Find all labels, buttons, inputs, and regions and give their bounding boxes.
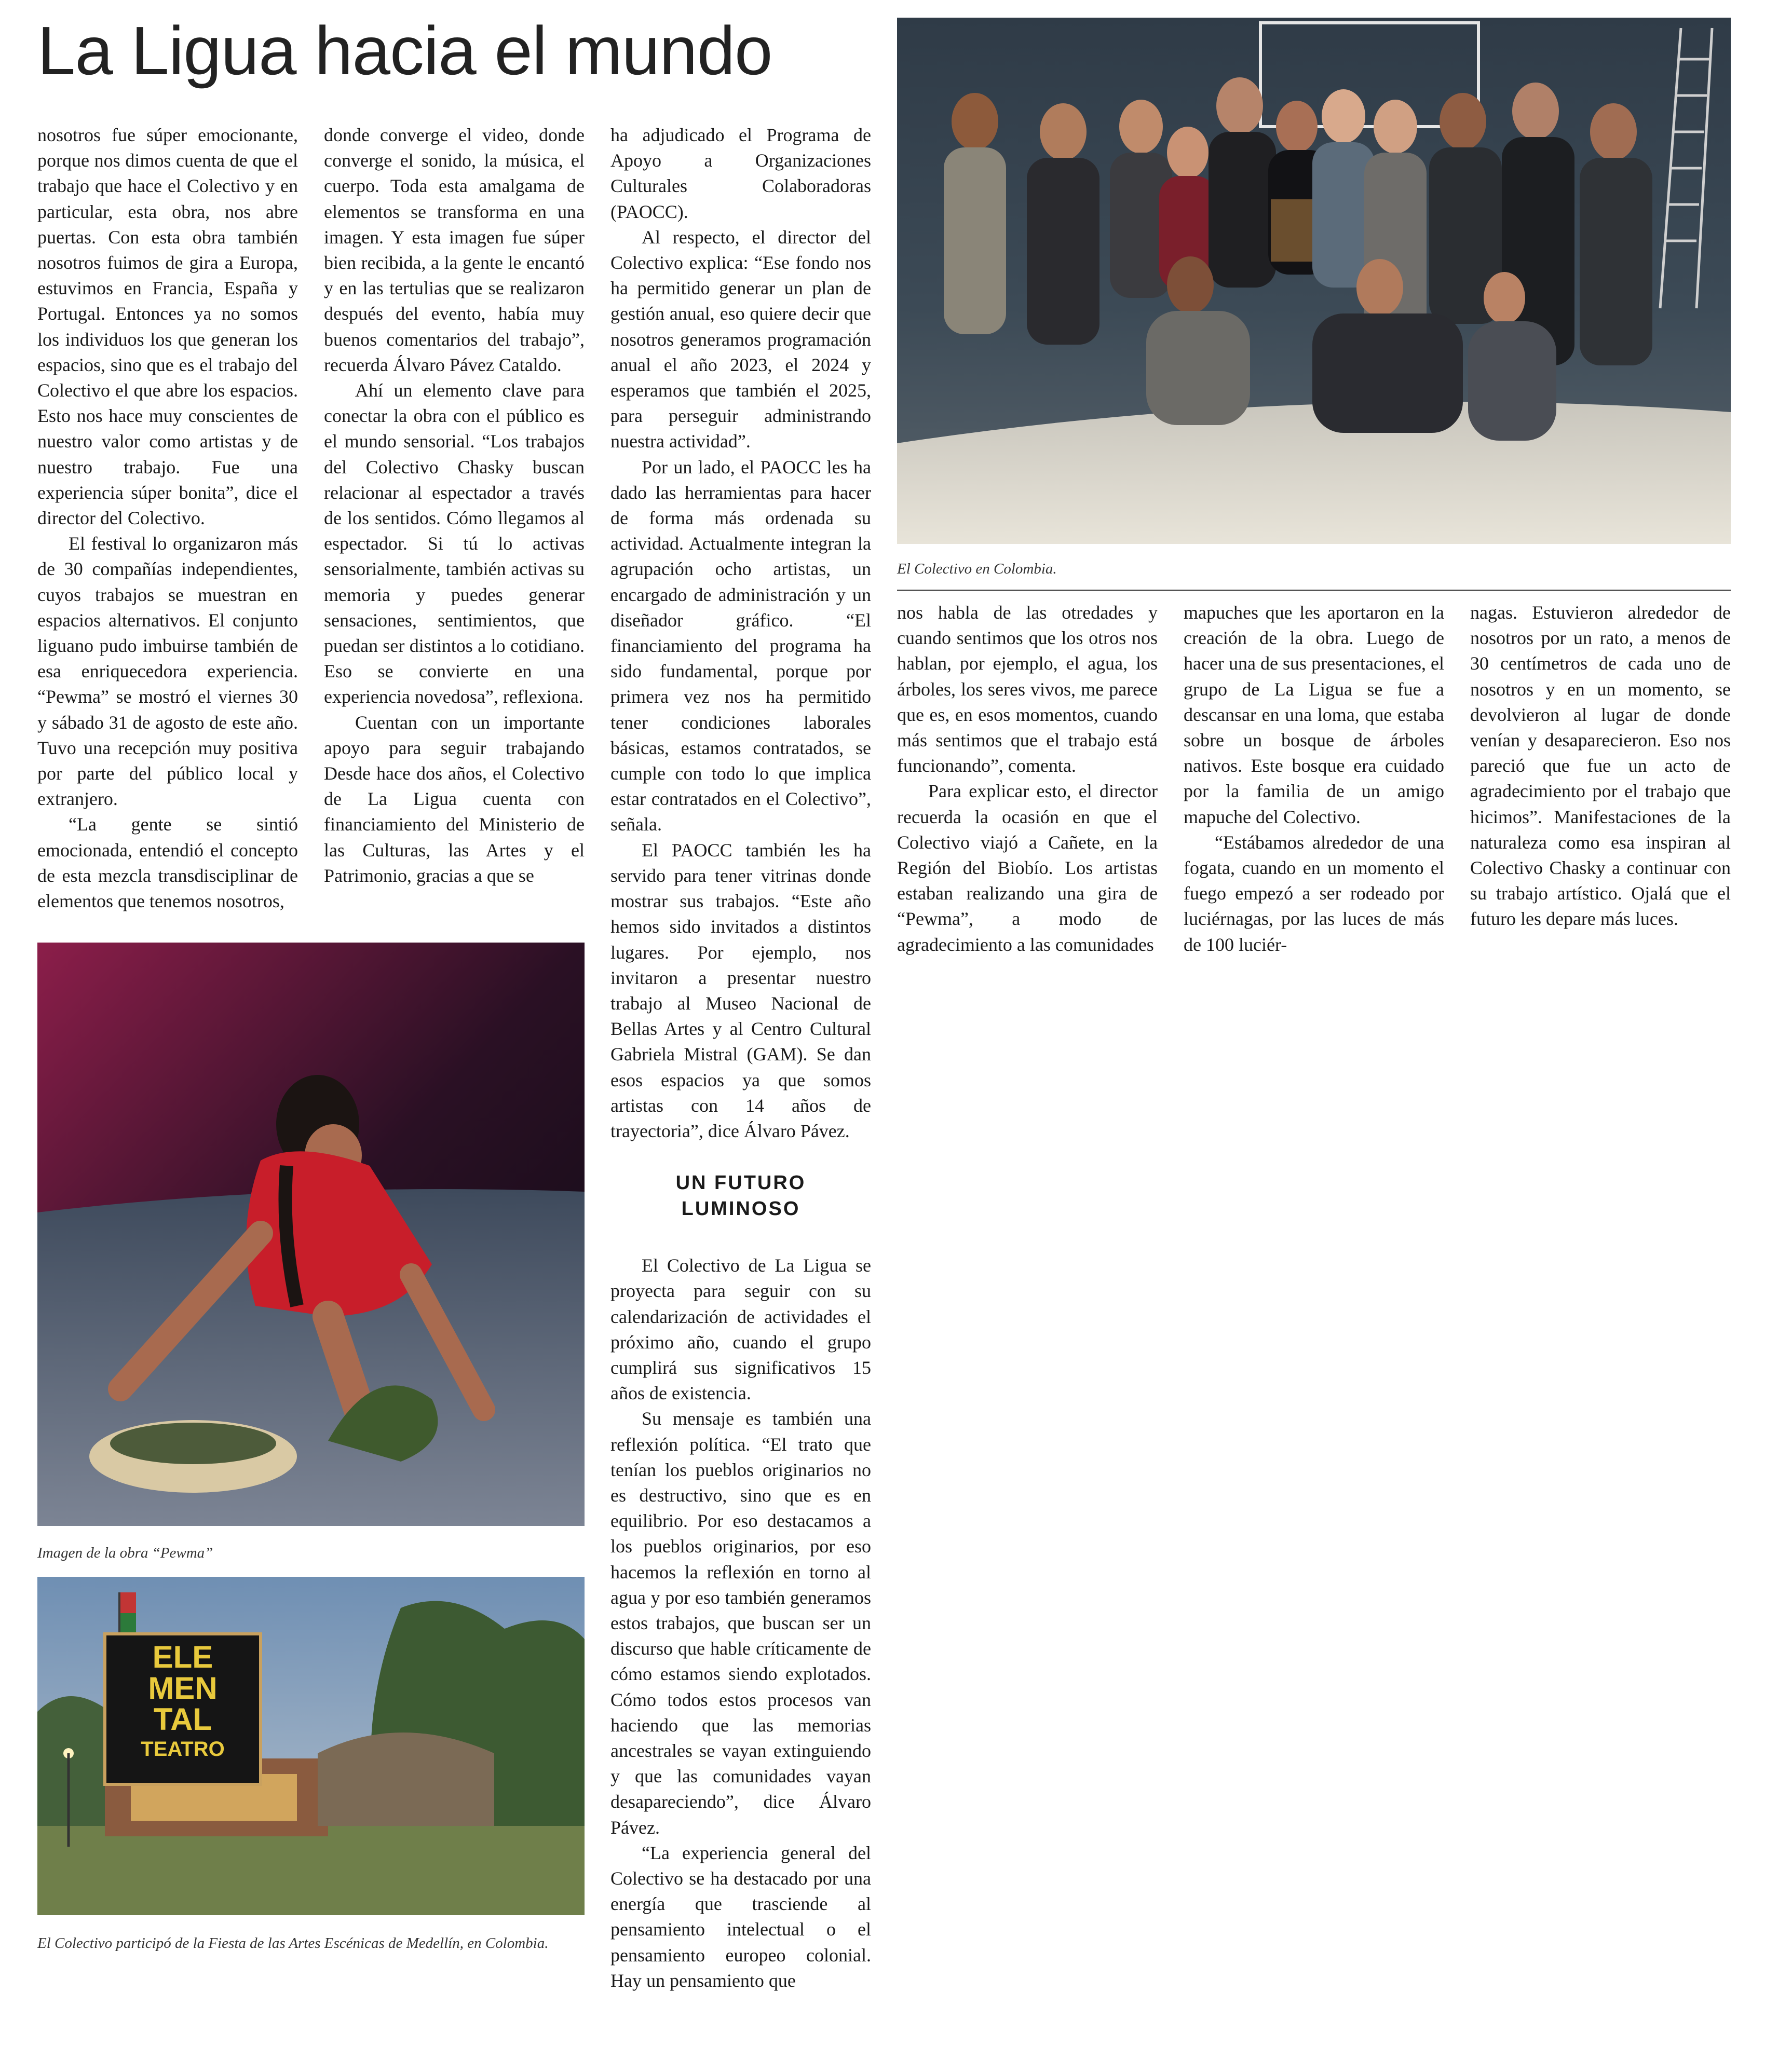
subhead-line-1: UN FUTURO <box>675 1172 806 1194</box>
paragraph: mapuches que les aportaron en la creación de la obra. Luego de hacer una de sus presentaciones, el grupo de La Ligua se fue a descansar en una loma, que estaba sobre un bosque de árboles nativos. Este bosque era cuidado por la familia de un amigo mapuche del Colectivo. <box>1184 602 1444 827</box>
pewma-photo <box>37 943 585 1526</box>
group-photo-caption: El Colectivo en Colombia. <box>897 561 1057 577</box>
venue-sign-line-1: ELE <box>152 1640 213 1674</box>
paragraph: “La experiencia general del Colectivo se ha destacado por una energía que trasciende al pensamiento intelectual o el pensamiento europeo colonial. Hay un pensamiento que <box>610 1842 871 1991</box>
article-column-3 <box>610 122 871 1994</box>
paragraph: Cuentan con un importante apoyo para seguir trabajando Desde hace dos años, el Colectivo de La Ligua cuenta con financiamiento del Ministerio de las Culturas, las Artes y el Patrimonio, gracias a que se <box>324 712 585 886</box>
venue-photo-caption: El Colectivo participó de la Fiesta de las Artes Escénicas de Medellín, en Colombia. <box>37 1935 549 1952</box>
article-column-5 <box>1184 600 1444 958</box>
venue-sign-line-2: MEN <box>148 1671 218 1706</box>
paragraph: El PAOCC también les ha servido para tener vitrinas donde mostrar sus trabajos. “Este año hemos sido invitados a distintos lugares. Por ejemplo, nos invitaron a presentar nuestro trabajo al Museo Nacional de Bellas Artes y al Centro Cultural Gabriela Mistral (GAM). Se dan esos espacios ya que somos artistas con 14 años de trayectoria”, dice Álvaro Pávez. <box>610 839 871 1141</box>
caption-divider <box>897 590 1731 591</box>
paragraph: Al respecto, el director del Colectivo explica: “Ese fondo nos ha permitido generar un plan de gestión anual, eso quiere decir que nosotros generamos programación anual el año 2023, el 2024 y esperamos que también el 2025, para perseguir administrando nuestra actividad”. <box>610 226 871 452</box>
paragraph: El Colectivo de La Ligua se proyecta para seguir con su calendarización de actividades el próximo año, cuando el grupo cumplirá sus significativos 15 años de existencia. <box>610 1255 871 1404</box>
subhead-line-2: LUMINOSO <box>681 1198 800 1220</box>
article-column-2 <box>324 122 585 889</box>
headline: La Ligua hacia el mundo <box>37 12 772 89</box>
paragraph: El festival lo organizaron más de 30 compañías independientes, cuyos trabajos se muestran en espacios alternativos. El conjunto liguano pudo imbuirse también de esa enriquecedora experiencia. “Pewma” se mostró el viernes 30 y sábado 31 de agosto de este año. Tuvo una recepción muy positiva por parte del público local y extranjero. <box>37 533 298 810</box>
paragraph: Su mensaje es también una reflexión política. “El trato que tenían los pueblos originarios no es destructivo, sino que es en equilibrio. Por eso destacamos a los pueblos originarios, por eso hacemos la reflexión en torno al agua y por eso también generamos estos trabajos, que buscan ser un discurso que hable críticamente de cómo estamos siendo explotados. Cómo todos estos procesos van haciendo que las memorias ancestrales se vayan extinguiendo y que las comunidades vayan desapareciendo”, dice Álvaro Pávez. <box>610 1408 871 1838</box>
paragraph: nosotros fue súper emocionante, porque nos dimos cuenta de que el trabajo que hace el Colectivo y en particular, esta obra, nos abre puertas. Con esta obra también nosotros fuimos de gira a Europa, estuvimos en Francia, España y Portugal. Entonces ya no somos los individuos los que generan los espacios, sino que es el trabajo del Colectivo el que abre los espacios. Esto nos hace muy conscientes de nuestro valor como artistas y de nuestro trabajo. Fue una experiencia súper bonita”, dice el director del Colectivo. <box>37 125 298 529</box>
venue-photo <box>37 1577 585 1915</box>
paragraph: Por un lado, el PAOCC les ha dado las herramientas para hacer de forma más ordenada su actividad. Actualmente integran la agrupación ocho artistas, un encargado de administración y un diseñador gráfico. “El financiamiento del programa ha sido fundamental, porque por primera vez nos ha permitido tener condiciones laborales básicas, estamos contratados, se cumple con todo lo que implica estar contratados en el Colectivo”, señala. <box>610 456 871 835</box>
group-photo <box>897 18 1731 544</box>
paragraph: ha adjudicado el Programa de Apoyo a Organizaciones Culturales Colaboradoras (PAOCC). <box>610 125 871 222</box>
paragraph: “La gente se sintió emocionada, entendió el concepto de esta mezcla transdisciplinar de elementos que tenemos nosotros, <box>37 814 298 912</box>
article-column-4 <box>897 600 1158 958</box>
venue-sign-line-4: TEATRO <box>141 1738 225 1761</box>
paragraph: donde converge el video, donde converge el sonido, la música, el cuerpo. Toda esta amalgama de elementos se transforma en una imagen. Y esta imagen fue súper bien recibida, a la gente le encantó y en las tertulias que se realizaron después del evento, había muy buenos comentarios del trabajo”, recuerda Álvaro Pávez Cataldo. <box>324 125 585 375</box>
section-subhead <box>610 1170 871 1222</box>
paragraph: nagas. Estuvieron alrededor de nosotros por un rato, a menos de 30 centímetros de cada uno de nosotros y en un momento, se devolvieron al lugar de donde venían y desaparecieron. Eso nos pareció que fue un acto de agradecimiento por el trabajo que hicimos”. Manifestaciones de la naturaleza como esa inspiran al Colectivo Chasky a continuar con su trabajo artístico. Ojalá que el futuro les depare más luces. <box>1470 602 1731 930</box>
article-column-1 <box>37 122 298 914</box>
paragraph: nos habla de las otredades y cuando sentimos que los otros nos hablan, por ejemplo, el agua, los árboles, los seres vivos, me parece que es, en esos momentos, cuando más sentimos que el trabajo está funcionando”, comenta. <box>897 602 1158 776</box>
article-column-6 <box>1470 600 1731 932</box>
pewma-photo-caption: Imagen de la obra “Pewma” <box>37 1545 213 1561</box>
venue-sign-line-3: TAL <box>153 1702 212 1737</box>
paragraph: Para explicar esto, el director recuerda la ocasión en que el Colectivo viajó a Cañete, en la Región del Biobío. Los artistas estaban realizando una gira de “Pewma”, a modo de agradecimiento a las comunidades <box>897 781 1158 955</box>
paragraph: “Estábamos alrededor de una fogata, cuando en un momento el fuego empezó a ser rodeado por luciérnagas, por las luces de más de 100 luciér- <box>1184 831 1444 955</box>
paragraph: Ahí un elemento clave para conectar la obra con el público es el mundo sensorial. “Los trabajos del Colectivo Chasky buscan relacionar al espectador a través de los sentidos. Cómo llegamos al espectador. Si tú lo activas sensorialmente, también activas su memoria y puedes generar sensaciones, sentimientos, que puedan ser distintos a lo cotidiano. Eso se convierte en una experiencia novedosa”, reflexiona. <box>324 380 585 707</box>
